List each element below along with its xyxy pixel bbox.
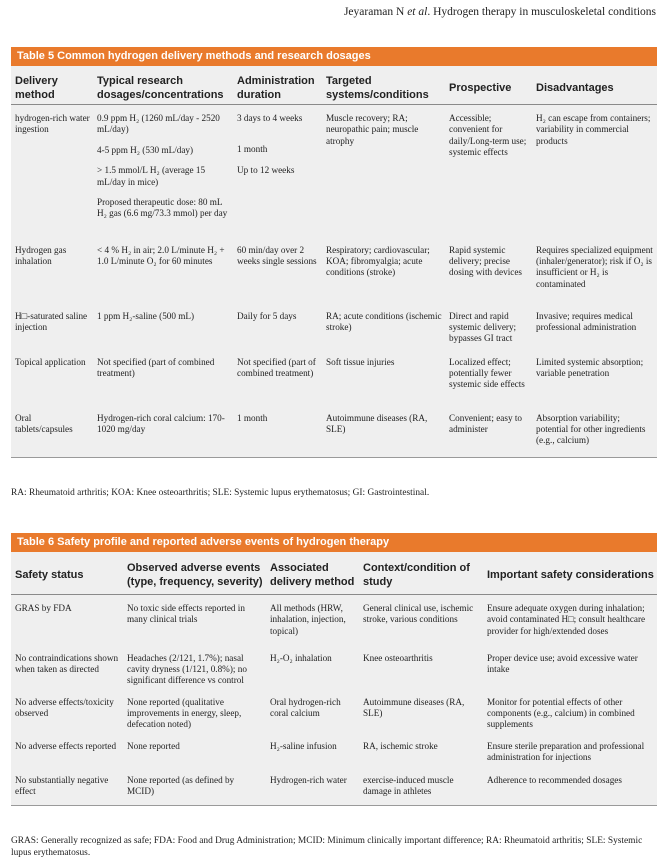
table-6-title: Table 6 Safety profile and reported adverse events of hydrogen therapy	[11, 533, 657, 552]
duration-line: Up to 12 weeks	[237, 164, 295, 175]
table-cell: RA; acute conditions (ischemic stroke)	[326, 310, 442, 332]
table-cell: 1 ppm H₂-saline (500 mL)	[97, 310, 195, 321]
table-row	[11, 595, 657, 653]
running-header-etal: et al	[407, 6, 428, 18]
table-cell: Convenient; easy to administer	[449, 412, 522, 434]
table-cell: Not specified (part of combined treatment)	[237, 356, 316, 378]
table-row	[11, 697, 657, 741]
table-cell: Muscle recovery; RA; neuropathic pain; muscle atrophy	[326, 113, 419, 146]
table-cell: H□-saturated saline injection	[15, 310, 88, 332]
dosage-line: > 1.5 mmol/L H₂ (average 15 mL/day in mice)	[97, 165, 206, 187]
table-row	[11, 413, 657, 457]
table-cell: H₂ can escape from containers; variability in commercial products	[536, 113, 651, 146]
table-cell: Localized effect; potentially fewer systemic side effects	[449, 356, 525, 390]
table-cell: None reported	[127, 740, 180, 751]
table-cell: No contraindications shown when taken as directed	[15, 652, 119, 674]
table-cell: No adverse effects reported	[15, 740, 117, 751]
table-cell: Accessible; convenient for daily/Long-term use; systemic effects	[449, 113, 527, 158]
table-cell: Ensure adequate oxygen during inhalation; avoid contaminated H□; consult healthcare provider for high/extended doses	[487, 603, 646, 636]
table-cell	[93, 105, 233, 245]
table-cell: General clinical use, ischemic stroke, various conditions	[363, 603, 474, 625]
column-header-safety-status: Safety status	[11, 552, 123, 595]
table-cell: RA, ischemic stroke	[363, 740, 438, 751]
column-header-delivery-method: Delivery method	[11, 66, 93, 105]
table-cell: exercise-induced muscle damage in athletes	[363, 774, 454, 796]
table-cell: Hydrogen-rich water	[270, 774, 347, 785]
column-header-prospective: Prospective	[445, 66, 532, 105]
column-header-context: Context/condition of study	[359, 552, 483, 595]
table-5-title: Table 5 Common hydrogen delivery methods and research dosages	[11, 47, 657, 66]
table-cell: All methods (HRW, inhalation, injection, topical)	[270, 603, 346, 636]
table-row	[11, 245, 657, 311]
table-cell: Headaches (2/121, 1.7%); nasal cavity dryness (1/121, 0.8%); no significant difference vs control	[127, 652, 247, 686]
running-header-author: Jeyaraman N	[343, 6, 405, 18]
table-cell: Oral hydrogen-rich coral calcium	[270, 696, 341, 718]
table-cell: No toxic side effects reported in many clinical trials	[127, 603, 245, 625]
table-cell: GRAS by FDA	[15, 603, 72, 613]
table-cell: H₂-O₂ inhalation	[270, 652, 332, 663]
dosage-line: 0.9 ppm H₂ (1260 mL/day - 2520 mL/day)	[97, 113, 220, 135]
table-cell: Monitor for potential effects of other components (e.g., calcium) in combined supplements	[487, 696, 635, 730]
table-cell: Adherence to recommended dosages	[487, 774, 622, 785]
table-cell: Hydrogen-rich coral calcium: 170-1020 mg/day	[97, 412, 225, 434]
table-cell: Hydrogen gas inhalation	[15, 244, 67, 266]
table-5-footnote: RA: Rheumatoid arthritis; KOA: Knee osteoarthritis; SLE: Systemic lupus erythematosus; GI: Gastrointestinal.	[11, 488, 430, 498]
table-cell: Topical application	[15, 356, 86, 367]
table-5-header-row	[11, 66, 657, 105]
table-6-header-row	[11, 552, 657, 595]
table-cell: H₂-saline infusion	[270, 740, 337, 751]
table-row	[11, 775, 657, 805]
table-cell: 60 min/day over 2 weeks single sessions	[237, 244, 317, 266]
running-header-title: . Hydrogen therapy in musculoskeletal conditions	[427, 6, 656, 18]
table-cell: Knee osteoarthritis	[363, 652, 433, 663]
table-5-body	[11, 66, 657, 458]
table-cell: Ensure sterile preparation and professional administration for injections	[487, 740, 645, 762]
table-cell: < 4 % H₂ in air; 2.0 L/minute H₂ + 1.0 L/minute O₂ for 60 minutes	[97, 244, 225, 266]
column-header-delivery-method: Associated delivery method	[266, 552, 359, 595]
table-cell: None reported (as defined by MCID)	[127, 774, 235, 796]
table-row	[11, 311, 657, 357]
table-cell: No substantially negative effect	[15, 774, 109, 796]
table-cell: None reported (qualitative improvements in energy, sleep, defecation noted)	[127, 696, 242, 730]
table-cell: Direct and rapid systemic delivery; bypasses GI tract	[449, 310, 517, 344]
running-header	[344, 6, 656, 18]
table-row	[11, 653, 657, 697]
table-cell: Limited systemic absorption; variable penetration	[536, 356, 644, 378]
table-cell: hydrogen-rich water ingestion	[15, 113, 90, 135]
table-6-body	[11, 552, 657, 806]
dosage-line: 4-5 ppm H₂ (530 mL/day)	[97, 144, 194, 155]
table-cell: Autoimmune diseases (RA, SLE)	[326, 412, 428, 434]
column-header-duration: Administration duration	[233, 66, 322, 105]
table-cell: Requires specialized equipment (inhaler/generator); risk if O₂ is insufficient or H₂ is contaminated	[536, 244, 653, 289]
table-cell: Soft tissue injuries	[326, 356, 395, 367]
table-cell: Absorption variability; potential for other ingredients (e.g., calcium)	[536, 412, 646, 446]
table-5	[11, 47, 657, 458]
table-cell: Invasive; requires medical professional administration	[536, 310, 637, 332]
column-header-adverse-events: Observed adverse events (type, frequency, severity)	[123, 552, 266, 595]
table-cell: Daily for 5 days	[237, 310, 297, 321]
table-cell: Not specified (part of combined treatment)	[97, 356, 215, 378]
table-cell: Rapid systemic delivery; precise dosing with devices	[449, 244, 522, 278]
table-cell: Respiratory; cardiovascular; KOA; fibromyalgia; acute conditions (stroke)	[326, 244, 430, 278]
dosage-line: Proposed therapeutic dose: 80 mL H₂ gas (6.6 mg/73.3 mmol) per day	[97, 197, 228, 219]
column-header-disadvantages: Disadvantages	[532, 66, 657, 105]
table-6-footnote: GRAS: Generally recognized as safe; FDA: Food and Drug Administration; MCID: Minimum clinically important difference; RA: Rheumatoid arthritis; SLE: Systemic lupus erythematosus.	[11, 836, 643, 858]
column-header-dosages: Typical research dosages/concentrations	[93, 66, 233, 105]
table-cell: Autoimmune diseases (RA, SLE)	[363, 696, 465, 718]
table-cell: Oral tablets/capsules	[15, 412, 73, 434]
table-row	[11, 741, 657, 775]
column-header-safety-considerations: Important safety considerations	[483, 552, 657, 595]
table-cell: 1 month	[237, 412, 268, 423]
duration-line: 3 days to 4 weeks	[237, 113, 303, 123]
table-6	[11, 533, 657, 806]
column-header-targeted-systems: Targeted systems/conditions	[322, 66, 445, 105]
duration-line: 1 month	[237, 144, 268, 155]
table-row	[11, 105, 657, 245]
table-row	[11, 357, 657, 413]
table-cell: No adverse effects/toxicity observed	[15, 696, 114, 718]
table-cell	[233, 105, 322, 245]
table-cell: Proper device use; avoid excessive water intake	[487, 652, 638, 674]
